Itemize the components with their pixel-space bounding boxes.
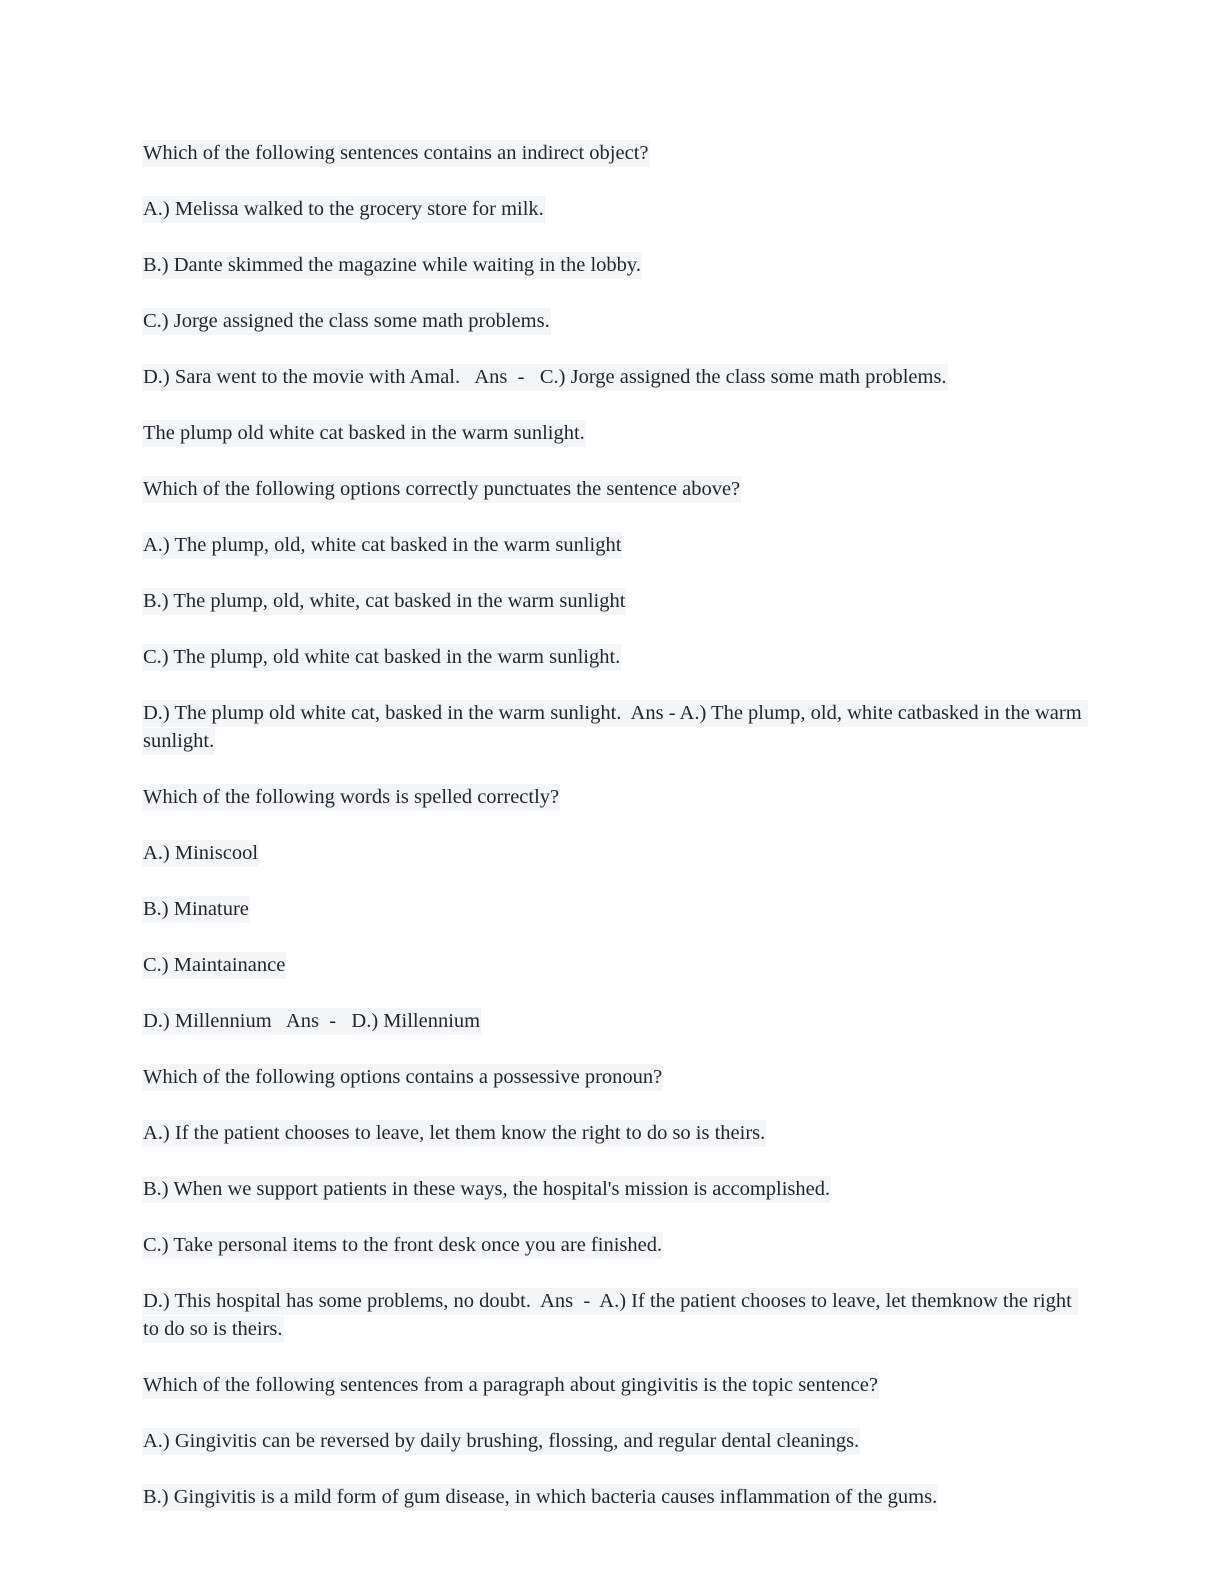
question-2-option-b bbox=[142, 587, 1092, 615]
question-2-text: Which of the following options correctly punctuates the sentence above? bbox=[142, 476, 741, 503]
question-2-sentence bbox=[142, 419, 1092, 447]
question-2-option-a bbox=[142, 531, 1092, 559]
document-page bbox=[142, 139, 1092, 1539]
option-text: A.) The plump, old, white cat basked in the warm sunlight bbox=[142, 532, 622, 559]
question-3 bbox=[142, 783, 1092, 811]
question-5-option-b bbox=[142, 1483, 1092, 1511]
option-text: C.) Take personal items to the front desk once you are finished. bbox=[142, 1232, 663, 1259]
option-text: B.) Dante skimmed the magazine while waiting in the lobby. bbox=[142, 252, 642, 279]
question-3-option-d-answer bbox=[142, 1007, 1092, 1035]
question-2-option-c bbox=[142, 643, 1092, 671]
question-2-option-d-answer bbox=[142, 699, 1092, 755]
option-text: B.) The plump, old, white, cat basked in the warm sunlight bbox=[142, 588, 626, 615]
question-4-option-b bbox=[142, 1175, 1092, 1203]
option-text: A.) Miniscool bbox=[142, 840, 259, 867]
question-5-text: Which of the following sentences from a paragraph about gingivitis is the topic sentence? bbox=[142, 1372, 879, 1399]
option-text: C.) Maintainance bbox=[142, 952, 286, 979]
question-3-text: Which of the following words is spelled correctly? bbox=[142, 784, 560, 811]
question-4-option-d-answer bbox=[142, 1287, 1092, 1343]
question-3-option-a bbox=[142, 839, 1092, 867]
option-text: C.) The plump, old white cat basked in the warm sunlight. bbox=[142, 644, 621, 671]
question-2 bbox=[142, 475, 1092, 503]
question-1-text: Which of the following sentences contains an indirect object? bbox=[142, 140, 650, 167]
question-1-option-a bbox=[142, 195, 1092, 223]
question-1 bbox=[142, 139, 1092, 167]
option-text: D.) Sara went to the movie with Amal. Ans - C.) Jorge assigned the class some math problems. bbox=[142, 364, 948, 391]
option-text: B.) When we support patients in these ways, the hospital's mission is accomplished. bbox=[142, 1176, 831, 1203]
option-text: B.) Gingivitis is a mild form of gum disease, in which bacteria causes inflammation of the gums. bbox=[142, 1484, 938, 1511]
question-1-option-d-answer bbox=[142, 363, 1092, 391]
question-4 bbox=[142, 1063, 1092, 1091]
option-text: A.) If the patient chooses to leave, let them know the right to do so is theirs. bbox=[142, 1120, 766, 1147]
sentence-text: The plump old white cat basked in the warm sunlight. bbox=[142, 420, 586, 447]
option-text: A.) Gingivitis can be reversed by daily brushing, flossing, and regular dental cleanings. bbox=[142, 1428, 860, 1455]
option-text: D.) This hospital has some problems, no doubt. Ans - A.) If the patient chooses to leave, let themknow the right to do so is theirs. bbox=[142, 1288, 1078, 1343]
question-4-text: Which of the following options contains a possessive pronoun? bbox=[142, 1064, 663, 1091]
question-4-option-a bbox=[142, 1119, 1092, 1147]
question-3-option-b bbox=[142, 895, 1092, 923]
option-text: D.) The plump old white cat, basked in the warm sunlight. Ans - A.) The plump, old, white catbasked in the warm sunlight. bbox=[142, 700, 1088, 755]
option-text: B.) Minature bbox=[142, 896, 250, 923]
question-1-option-c bbox=[142, 307, 1092, 335]
option-text: A.) Melissa walked to the grocery store for milk. bbox=[142, 196, 545, 223]
option-text: D.) Millennium Ans - D.) Millennium bbox=[142, 1008, 481, 1035]
question-1-option-b bbox=[142, 251, 1092, 279]
question-5 bbox=[142, 1371, 1092, 1399]
question-3-option-c bbox=[142, 951, 1092, 979]
option-text: C.) Jorge assigned the class some math problems. bbox=[142, 308, 551, 335]
question-5-option-a bbox=[142, 1427, 1092, 1455]
question-4-option-c bbox=[142, 1231, 1092, 1259]
